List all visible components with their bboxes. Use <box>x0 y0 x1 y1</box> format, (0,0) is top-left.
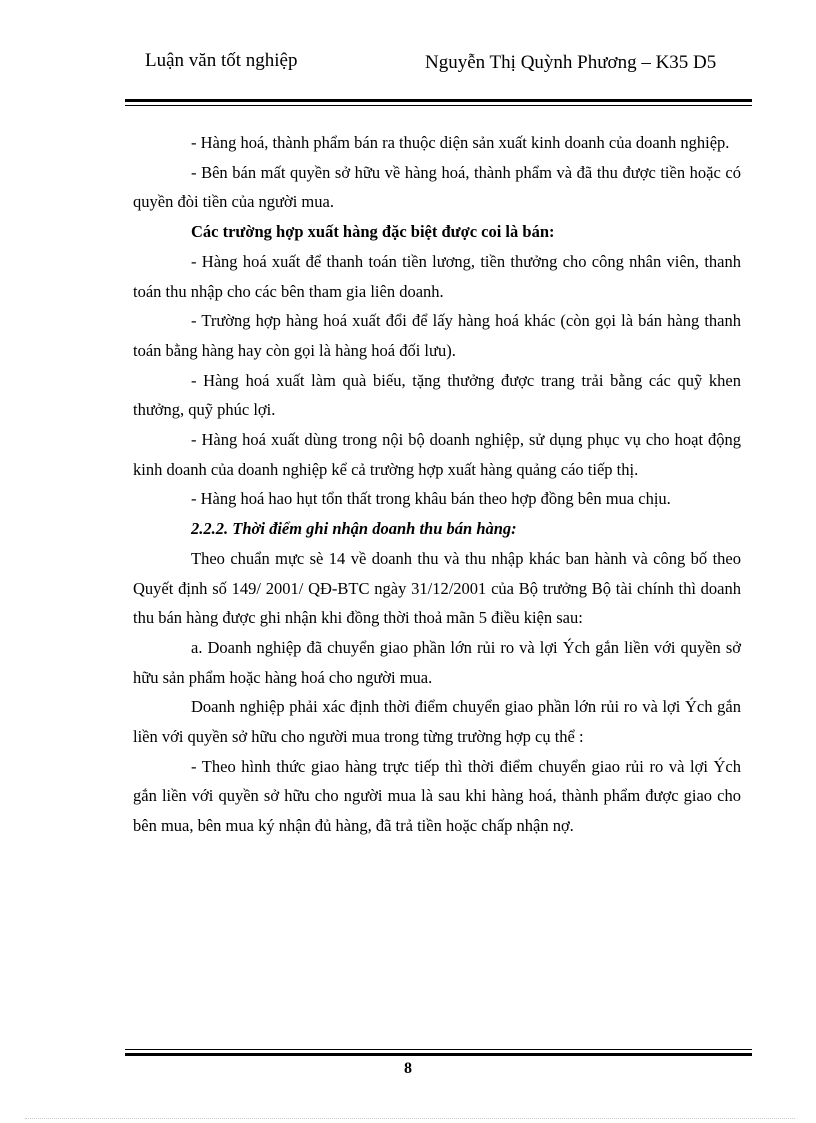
header-rule-thin <box>125 105 752 106</box>
paragraph-7: - Hàng hoá hao hụt tổn thất trong khâu bán theo hợp đồng bên mua chịu. <box>191 489 671 509</box>
paragraph-8: Theo chuẩn mực sè 14 về doanh thu và thu nhập khác ban hành và công bố theo Quyết định số 149/ 2001/ QĐ-BTC ngày 31/12/2001 của Bộ trưởng Bộ tài chính thì doanh thu bán hàng được ghi nhận khi đồng thời thoả mãn 5 điều kiện sau: <box>133 548 741 628</box>
paragraph-4: - Trường hợp hàng hoá xuất đổi để lấy hàng hoá khác (còn gọi là bán hàng thanh toán bằng hàng hay còn gọi là hàng hoá đối lưu). <box>133 311 741 360</box>
paragraph-10: Doanh nghiệp phải xác định thời điểm chuyển giao phần lớn rủi ro và lợi Ých gắn liền với quyền sở hữu cho người mua trong từng trường hợp cụ thể : <box>133 697 741 747</box>
header-rule-thick <box>125 99 752 102</box>
header-author: Nguyễn Thị Quỳnh Phương – K35 D5 <box>425 52 717 73</box>
header-thesis-title: Luận văn tốt nghiệp <box>145 50 298 71</box>
paragraph-3: - Hàng hoá xuất để thanh toán tiền lương, tiền thưởng cho công nhân viên, thanh toán thu nhập cho các bên tham gia liên doanh. <box>133 251 741 301</box>
footer-dotted-line <box>25 1118 795 1119</box>
paragraph-9: a. Doanh nghiệp đã chuyển giao phần lớn rủi ro và lợi Ých gắn liền với quyền sở hữu sản phẩm hoặc hàng hoá cho người mua. <box>133 637 741 687</box>
paragraph-11: - Theo hình thức giao hàng trực tiếp thì thời điểm chuyển giao rủi ro và lợi Ých gắn liền với quyền sở hữu cho người mua là sau khi hàng hoá, thành phẩm được giao cho bên mua, bên mua ký nhận đủ hàng, đã trả tiền hoặc chấp nhận nợ. <box>133 756 741 836</box>
page-body <box>133 128 741 841</box>
paragraph-2: - Bên bán mất quyền sở hữu về hàng hoá, thành phẩm và đã thu được tiền hoặc có quyền đòi tiền của người mua. <box>133 162 741 212</box>
paragraph-1: - Hàng hoá, thành phẩm bán ra thuộc diện sản xuất kinh doanh của doanh nghiệp. <box>191 133 730 152</box>
footer-rule-thick <box>125 1053 752 1056</box>
paragraph-6: - Hàng hoá xuất dùng trong nội bộ doanh nghiệp, sử dụng phục vụ cho hoạt động kinh doanh của doanh nghiệp kể cả trường hợp xuất hàng quảng cáo tiếp thị. <box>133 430 741 479</box>
paragraph-5: - Hàng hoá xuất làm quà biếu, tặng thưởng được trang trải bằng các quỹ khen thưởng, quỹ phúc lợi. <box>133 370 741 420</box>
subsection-heading: 2.2.2. Thời điểm ghi nhận doanh thu bán hàng: <box>191 519 517 539</box>
footer-rule-thin <box>125 1049 752 1050</box>
page-number: 8 <box>404 1060 412 1077</box>
section-heading: Các trường hợp xuất hàng đặc biệt được coi là bán: <box>191 222 555 242</box>
